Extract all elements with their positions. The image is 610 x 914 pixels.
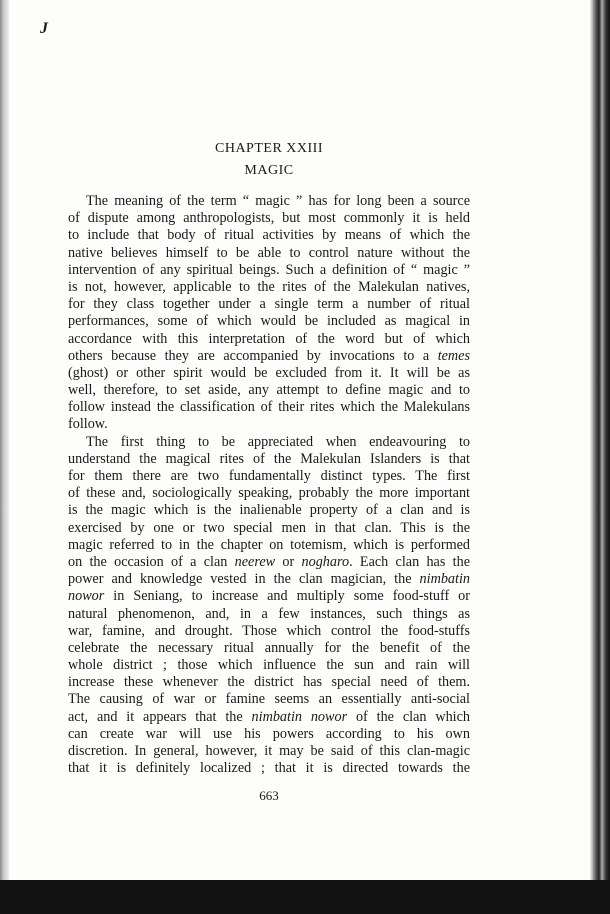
text-line: [68, 296, 470, 313]
text-segment: . Each clan has the: [349, 553, 470, 570]
text-line: [68, 588, 470, 605]
text-segment: for they class together under a single term a number of ritual: [68, 296, 470, 313]
text-segment: others because they are accompanied by invocations to a: [68, 347, 438, 364]
text-segment: or: [275, 553, 302, 570]
text-segment: The first thing to be appreciated when endeavouring to: [86, 433, 470, 450]
text-segment: act, and it appears that the: [68, 708, 252, 725]
scan-right-edge: [590, 0, 610, 880]
text-line: [68, 760, 470, 777]
text-line: [68, 657, 470, 674]
text-line: [68, 520, 470, 537]
italic-term: neerew: [234, 553, 276, 570]
text-line: [68, 245, 470, 262]
text-segment: on the occasion of a clan: [68, 553, 235, 570]
chapter-title: MAGIC: [244, 163, 294, 178]
text-line: [68, 451, 470, 468]
italic-term: temes: [437, 347, 470, 364]
text-segment: (ghost) or other spirit would be excluded from it. It will be as: [68, 364, 470, 381]
text-line: [68, 537, 470, 554]
scan-left-edge: [0, 0, 9, 880]
text-segment: is not, however, applicable to the rites of the Malekulan natives,: [68, 278, 470, 295]
page-number: 663: [259, 788, 279, 803]
text-segment: to include that body of ritual activities by means of which the: [68, 227, 470, 244]
italic-term: nowor: [68, 588, 105, 605]
italic-term: nimbatin nowor: [251, 708, 348, 725]
text-segment: of these and, sociologically speaking, probably the more important: [68, 485, 470, 502]
text-segment: for them there are two fundamentally distinct types. The first: [68, 468, 470, 484]
text-line: [68, 485, 470, 502]
text-line: [68, 691, 470, 708]
margin-mark: J: [40, 20, 48, 37]
text-segment: accordance with this interpretation of the word but of which: [68, 330, 470, 347]
italic-term: nimbatin: [419, 571, 470, 588]
scan-bottom-border: [0, 880, 610, 914]
text-segment: performances, some of which would be included as magical in: [68, 313, 470, 330]
text-segment: that it is definitely localized ; that it is directed towards the: [68, 760, 470, 777]
text-segment: magic referred to in the chapter on totemism, which is performed: [68, 536, 470, 553]
text-line: [68, 279, 470, 296]
text-line: [68, 313, 470, 330]
text-segment: The causing of war or famine seems an essentially anti-social: [68, 691, 470, 708]
text-line: [68, 468, 470, 485]
text-line: [68, 331, 470, 348]
text-line: [68, 640, 470, 657]
text-line: [68, 623, 470, 640]
text-segment: well, therefore, to set aside, any attempt to define magic and to: [68, 382, 470, 399]
text-segment: natural phenomenon, and, in a few instances, such things as: [68, 605, 470, 622]
text-line: [68, 227, 470, 244]
text-segment: intervention of any spiritual beings. Such a definition of “ magic ”: [68, 261, 470, 278]
text-segment: war, famine, and drought. Those which control the food-stuffs: [68, 622, 470, 639]
text-line: [68, 262, 470, 279]
text-segment: is the magic which is the inalienable property of a clan and is: [68, 502, 470, 519]
text-line: [68, 554, 470, 571]
chapter-heading: CHAPTER XXIII: [215, 141, 323, 156]
text-segment: can create war will use his powers according to his own: [68, 725, 470, 742]
text-line: [68, 365, 470, 382]
text-segment: follow.: [68, 416, 108, 433]
text-line: [68, 348, 470, 365]
text-segment: exercised by one or two special men in that clan. This is the: [68, 519, 470, 536]
text-segment: understand the magical rites of the Malekulan Islanders is that: [68, 450, 470, 467]
text-segment: whole district ; those which influence the sun and rain will: [68, 657, 470, 674]
text-line: [68, 743, 470, 760]
text-segment: increase these whenever the district has special need of them.: [68, 674, 470, 691]
text-line: [68, 416, 470, 433]
body-text: [68, 193, 470, 777]
text-segment: follow instead the classification of their rites which the Malekulans: [68, 399, 470, 416]
text-line: [68, 674, 470, 691]
text-line: [68, 193, 470, 210]
text-line: [68, 382, 470, 399]
text-line: [68, 571, 470, 588]
text-line: [68, 606, 470, 623]
text-segment: native believes himself to be able to control nature without the: [68, 244, 470, 261]
text-segment: of the clan which: [347, 708, 470, 725]
italic-term: nogharo: [301, 553, 350, 570]
text-segment: celebrate the necessary ritual annually for the benefit of the: [68, 639, 470, 656]
text-line: [68, 399, 470, 416]
text-line: [68, 434, 470, 451]
text-line: [68, 726, 470, 743]
text-segment: power and knowledge vested in the clan magician, the: [68, 571, 420, 588]
text-segment: The meaning of the term “ magic ” has for long been a source: [86, 193, 470, 209]
text-segment: of dispute among anthropologists, but most commonly it is held: [68, 210, 470, 227]
text-line: [68, 502, 470, 519]
text-line: [68, 709, 470, 726]
text-segment: in Seniang, to increase and multiply some food-stuff or: [104, 588, 470, 605]
text-segment: discretion. In general, however, it may be said of this clan-magic: [68, 743, 470, 759]
text-line: [68, 210, 470, 227]
